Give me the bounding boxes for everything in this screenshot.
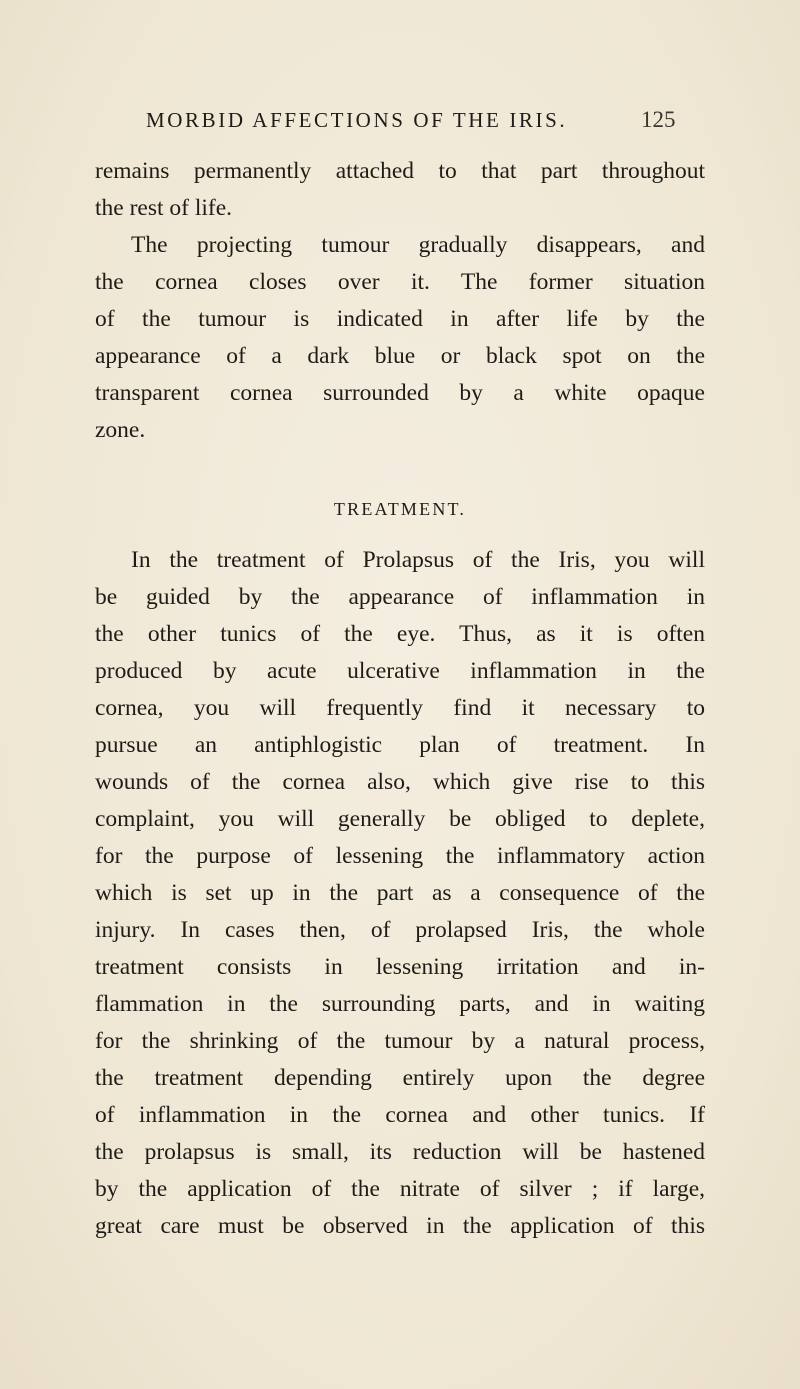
text-line: which is set up in the part as a consequence of the bbox=[95, 880, 705, 906]
text-line: of inflammation in the cornea and other tunics. If bbox=[95, 1102, 705, 1128]
text-line: zone. bbox=[95, 417, 146, 443]
text-line: The projecting tumour gradually disappears, and bbox=[131, 232, 705, 258]
text-line: the treatment depending entirely upon the degree bbox=[95, 1065, 705, 1091]
running-title: MORBID AFFECTIONS OF THE IRIS. bbox=[146, 108, 568, 132]
text-line: remains permanently attached to that part throughout bbox=[95, 158, 705, 184]
text-line: be guided by the appearance of inflammation in bbox=[95, 584, 705, 610]
text-line: the other tunics of the eye. Thus, as it is often bbox=[95, 621, 705, 647]
text-line: In the treatment of Prolapsus of the Iris, you will bbox=[131, 547, 705, 573]
text-line: the cornea closes over it. The former situation bbox=[95, 269, 705, 295]
text-line: the rest of life. bbox=[95, 195, 233, 221]
text-line: for the purpose of lessening the inflammatory action bbox=[95, 843, 705, 869]
text-line: cornea, you will frequently find it necessary to bbox=[95, 695, 705, 721]
text-line: complaint, you will generally be obliged to deplete, bbox=[95, 806, 705, 832]
text-line: treatment consists in lessening irritation and in- bbox=[95, 954, 705, 980]
text-line: the prolapsus is small, its reduction will be hastened bbox=[95, 1139, 705, 1165]
text-line: produced by acute ulcerative inflammation in the bbox=[95, 658, 705, 684]
text-line: injury. In cases then, of prolapsed Iris, the whole bbox=[95, 917, 705, 943]
section-heading: TREATMENT. bbox=[333, 499, 467, 519]
intro-paragraphs bbox=[95, 153, 705, 449]
text-line: great care must be observed in the application of this bbox=[95, 1213, 705, 1239]
text-line: appearance of a dark blue or black spot on the bbox=[95, 343, 705, 369]
page-number: 125 bbox=[641, 107, 676, 132]
treatment-paragraph bbox=[95, 542, 705, 1245]
text-line: pursue an antiphlogistic plan of treatment. In bbox=[95, 732, 705, 758]
text-line: by the application of the nitrate of silver ; if large, bbox=[95, 1176, 705, 1202]
text-line: of the tumour is indicated in after life by the bbox=[95, 306, 705, 332]
text-line: flammation in the surrounding parts, and in waiting bbox=[95, 991, 705, 1017]
text-line: wounds of the cornea also, which give rise to this bbox=[95, 769, 705, 795]
text-line: for the shrinking of the tumour by a natural process, bbox=[95, 1028, 705, 1054]
text-line: transparent cornea surrounded by a white opaque bbox=[95, 380, 705, 406]
running-header bbox=[0, 104, 800, 144]
